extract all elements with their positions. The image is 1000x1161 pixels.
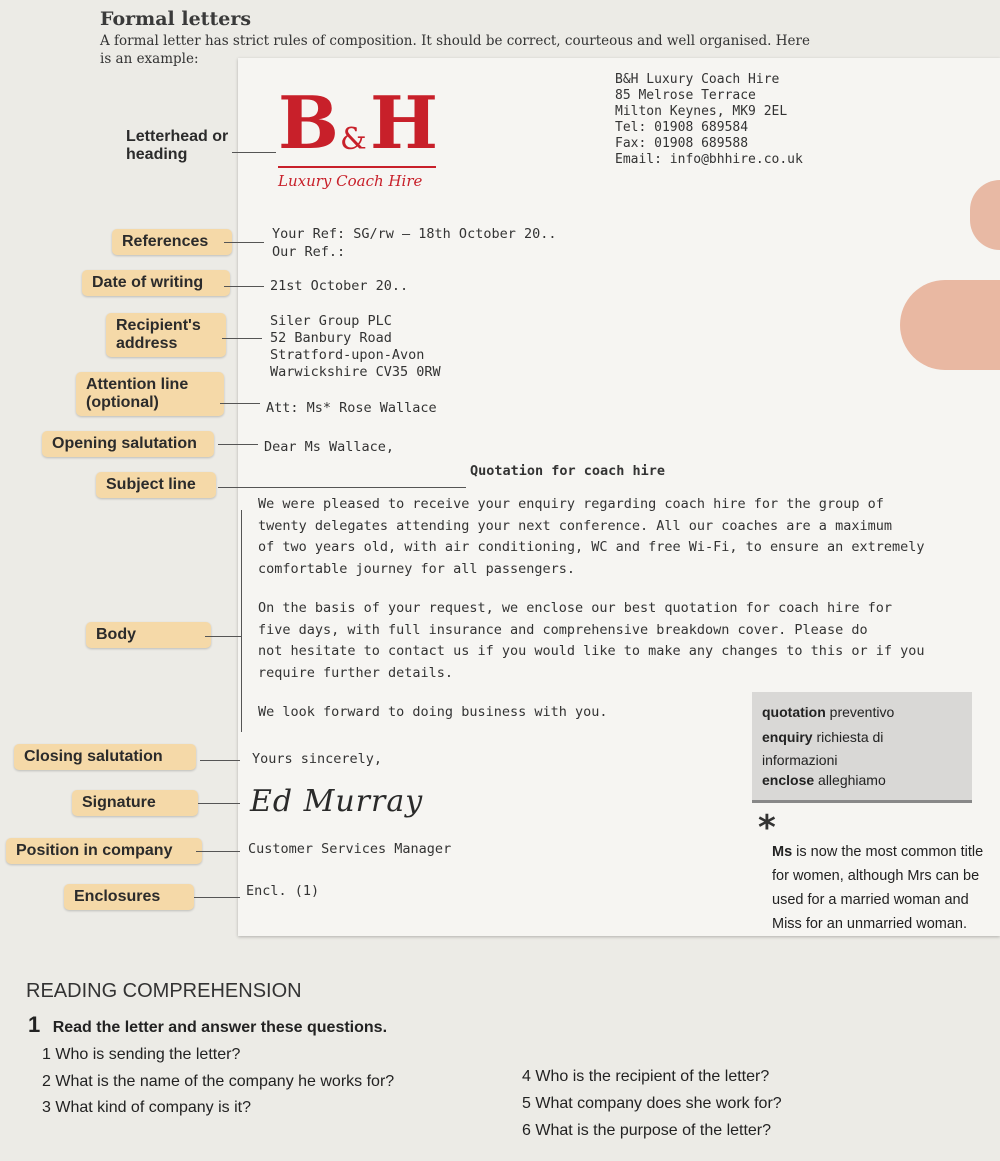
connector-line bbox=[232, 152, 276, 153]
intro-text: A formal letter has strict rules of composition. It should be correct, courteous and well organised. Here is an example: bbox=[100, 33, 810, 67]
signature-image: Ed Murray bbox=[250, 784, 424, 819]
connector-line bbox=[222, 338, 262, 339]
exercise-instruction: 1 Read the letter and answer these questions. bbox=[28, 1012, 388, 1037]
recipient-line: Siler Group PLC bbox=[270, 313, 392, 329]
logo-divider bbox=[278, 166, 436, 168]
recipient-line: Warwickshire CV35 0RW bbox=[270, 364, 441, 380]
sender-line: Tel: 01908 689584 bbox=[615, 120, 749, 135]
label-references: References bbox=[112, 229, 232, 255]
label-closing: Closing salutation bbox=[14, 744, 196, 770]
attention-line: Att: Ms* Rose Wallace bbox=[266, 400, 437, 416]
letter-body bbox=[258, 494, 924, 724]
subject-line: Quotation for coach hire bbox=[470, 463, 666, 479]
sender-line: Milton Keynes, MK9 2EL bbox=[615, 104, 788, 119]
page-title: Formal letters bbox=[100, 8, 252, 30]
sender-line: B&H Luxury Coach Hire bbox=[615, 72, 780, 87]
company-logo bbox=[278, 80, 438, 195]
connector-line bbox=[220, 403, 260, 404]
glossary-entry: quotation preventivo bbox=[762, 704, 895, 720]
label-letterhead: Letterhead or heading bbox=[126, 128, 229, 163]
label-position: Position in company bbox=[6, 838, 202, 864]
recipient-line: Stratford-upon-Avon bbox=[270, 347, 425, 363]
label-date: Date of writing bbox=[82, 270, 230, 296]
question-item: 5 What company does she work for? bbox=[522, 1095, 782, 1112]
question-item: 4 Who is the recipient of the letter? bbox=[522, 1068, 770, 1085]
reference-our: Our Ref.: bbox=[272, 244, 346, 260]
title-note: Ms is now the most common title for women, although Mrs can be used for a married woman and Miss for an unmarried woman. bbox=[772, 844, 984, 932]
sender-line: Email: info@bhhire.co.uk bbox=[615, 152, 803, 167]
logo-subtitle: Luxury Coach Hire bbox=[278, 172, 423, 190]
glossary-entry: enclose alleghiamo bbox=[762, 772, 886, 788]
closing-salutation: Yours sincerely, bbox=[252, 751, 383, 767]
section-heading: READING COMPREHENSION bbox=[26, 980, 302, 1002]
letter-date: 21st October 20.. bbox=[270, 278, 409, 294]
logo-letter-h: H bbox=[370, 80, 439, 165]
recipient-line: 52 Banbury Road bbox=[270, 330, 392, 346]
position-title: Customer Services Manager bbox=[248, 841, 452, 857]
label-recipient: Recipient's address bbox=[106, 313, 226, 357]
body-paragraph: On the basis of your request, we enclose our best quotation for coach hire for five days, with full insurance and comprehensive breakdown cover. Please do not hesitate to contact us if you would like to make any changes to this or if you require further details. bbox=[258, 600, 925, 681]
label-signature: Signature bbox=[72, 790, 198, 816]
sender-line: 85 Melrose Terrace bbox=[615, 88, 756, 103]
sender-address bbox=[615, 72, 803, 168]
label-enclosures: Enclosures bbox=[64, 884, 194, 910]
logo-letter-b: B bbox=[278, 80, 339, 165]
connector-line bbox=[196, 851, 240, 852]
question-item: 6 What is the purpose of the letter? bbox=[522, 1122, 772, 1139]
label-opening: Opening salutation bbox=[42, 431, 214, 457]
recipient-address bbox=[270, 313, 441, 381]
connector-line bbox=[224, 286, 264, 287]
question-item: 3 What kind of company is it? bbox=[42, 1099, 251, 1116]
star-icon: * bbox=[758, 808, 776, 848]
reference-your: Your Ref: SG/rw – 18th October 20.. bbox=[272, 226, 557, 242]
sender-line: Fax: 01908 689588 bbox=[615, 136, 749, 151]
body-bracket bbox=[241, 510, 242, 732]
body-paragraph: We look forward to doing business with you. bbox=[258, 704, 608, 720]
opening-salutation: Dear Ms Wallace, bbox=[264, 439, 395, 455]
label-subject: Subject line bbox=[96, 472, 216, 498]
connector-line bbox=[224, 242, 264, 243]
connector-line bbox=[218, 444, 258, 445]
exercise-number: 1 bbox=[28, 1012, 41, 1037]
glossary-box bbox=[752, 692, 972, 803]
connector-line bbox=[218, 487, 466, 488]
connector-line bbox=[205, 636, 241, 637]
finger-image bbox=[900, 280, 1000, 370]
question-item: 2 What is the name of the company he works for? bbox=[42, 1073, 395, 1090]
connector-line bbox=[198, 803, 240, 804]
logo-ampersand: & bbox=[340, 122, 367, 157]
connector-line bbox=[194, 897, 240, 898]
connector-line bbox=[200, 760, 240, 761]
enclosures-note: Encl. (1) bbox=[246, 883, 320, 899]
glossary-entry: enquiry richiesta di informazioni bbox=[762, 729, 884, 768]
label-body: Body bbox=[86, 622, 211, 648]
question-item: 1 Who is sending the letter? bbox=[42, 1046, 241, 1063]
body-paragraph: We were pleased to receive your enquiry regarding coach hire for the group of twenty delegates attending your next conference. All our coaches are a maximum of two years old, with air conditioning, WC and free Wi-Fi, to ensure an extremely comfortable journey for all passengers. bbox=[258, 496, 925, 577]
label-attention: Attention line (optional) bbox=[76, 372, 224, 416]
